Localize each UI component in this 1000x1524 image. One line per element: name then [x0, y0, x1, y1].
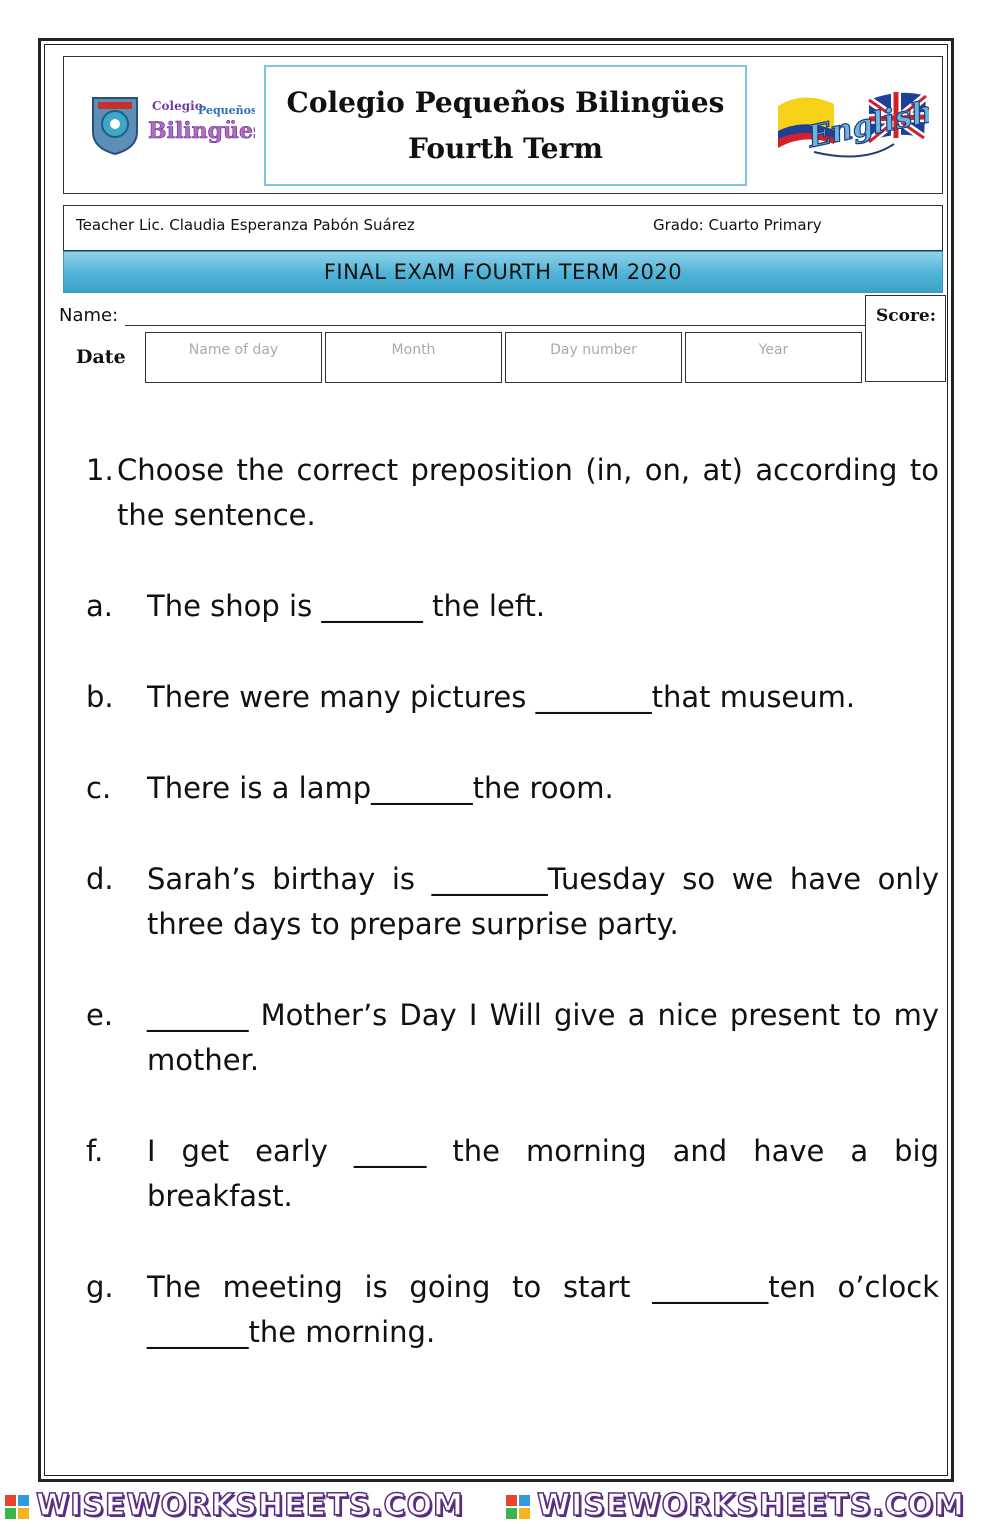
teacher-name: Teacher Lic. Claudia Esperanza Pabón Suárez	[76, 216, 415, 234]
item-letter-a: a.	[86, 589, 113, 623]
question-instruction: Choose the correct preposition (in, on, at) according to the sentence.	[117, 453, 939, 532]
item-text-b: There were many pictures ________that museum.	[147, 680, 856, 714]
item-letter-b: b.	[86, 680, 114, 714]
item-text-e: _______ Mother’s Day I Will give a nice present to my mother.	[147, 998, 939, 1077]
item-text-f: I get early _____ the morning and have a big breakfast.	[147, 1134, 939, 1213]
grade-label: Grado: Cuarto Primary	[653, 216, 822, 234]
item-text-c: There is a lamp_______the room.	[147, 771, 614, 805]
date-field-day-name[interactable]: Name of day	[145, 332, 322, 383]
question-number: 1.	[86, 453, 114, 487]
score-box[interactable]	[865, 295, 946, 382]
school-name: Colegio Pequeños Bilingües	[286, 85, 725, 119]
watermark-text-1: WISEWORKSHEETS.COM	[36, 1488, 464, 1523]
school-icon	[4, 1494, 30, 1520]
name-label: Name:	[59, 305, 119, 326]
school-icon	[505, 1494, 531, 1520]
watermark-text-2: WISEWORKSHEETS.COM	[537, 1488, 965, 1523]
date-field-day-number[interactable]: Day number	[505, 332, 682, 383]
date-field-year[interactable]: Year	[685, 332, 862, 383]
date-label: Date	[76, 346, 126, 368]
item-text-a: The shop is _______ the left.	[147, 589, 546, 623]
item-letter-c: c.	[86, 771, 112, 805]
term-title: Fourth Term	[408, 131, 603, 165]
logo-text-english: English	[804, 94, 929, 156]
title-box	[264, 65, 747, 186]
item-letter-e: e.	[86, 998, 114, 1032]
item-text-g: The meeting is going to start ________ten o’clock _______the morning.	[147, 1270, 939, 1349]
item-letter-f: f.	[86, 1134, 104, 1168]
date-field-month[interactable]: Month	[325, 332, 502, 383]
exam-title-banner: FINAL EXAM FOURTH TERM 2020	[63, 251, 943, 293]
logo-text-pequenos: Pequeños	[198, 104, 255, 117]
footer-watermark	[0, 1488, 1000, 1524]
item-text-d: Sarah’s birthay is ________Tuesday so we have only three days to prepare surprise party.	[147, 862, 939, 941]
logo-text-colegio: Colegio	[152, 99, 203, 113]
teacher-info-box	[63, 205, 943, 251]
item-letter-g: g.	[86, 1270, 114, 1304]
logo-text-bilingues: Bilingües	[148, 118, 255, 144]
english-flags-logo	[774, 86, 929, 170]
score-label: Score:	[876, 306, 937, 326]
item-letter-d: d.	[86, 862, 114, 896]
name-input-line[interactable]	[125, 325, 865, 326]
school-logo	[90, 94, 255, 160]
